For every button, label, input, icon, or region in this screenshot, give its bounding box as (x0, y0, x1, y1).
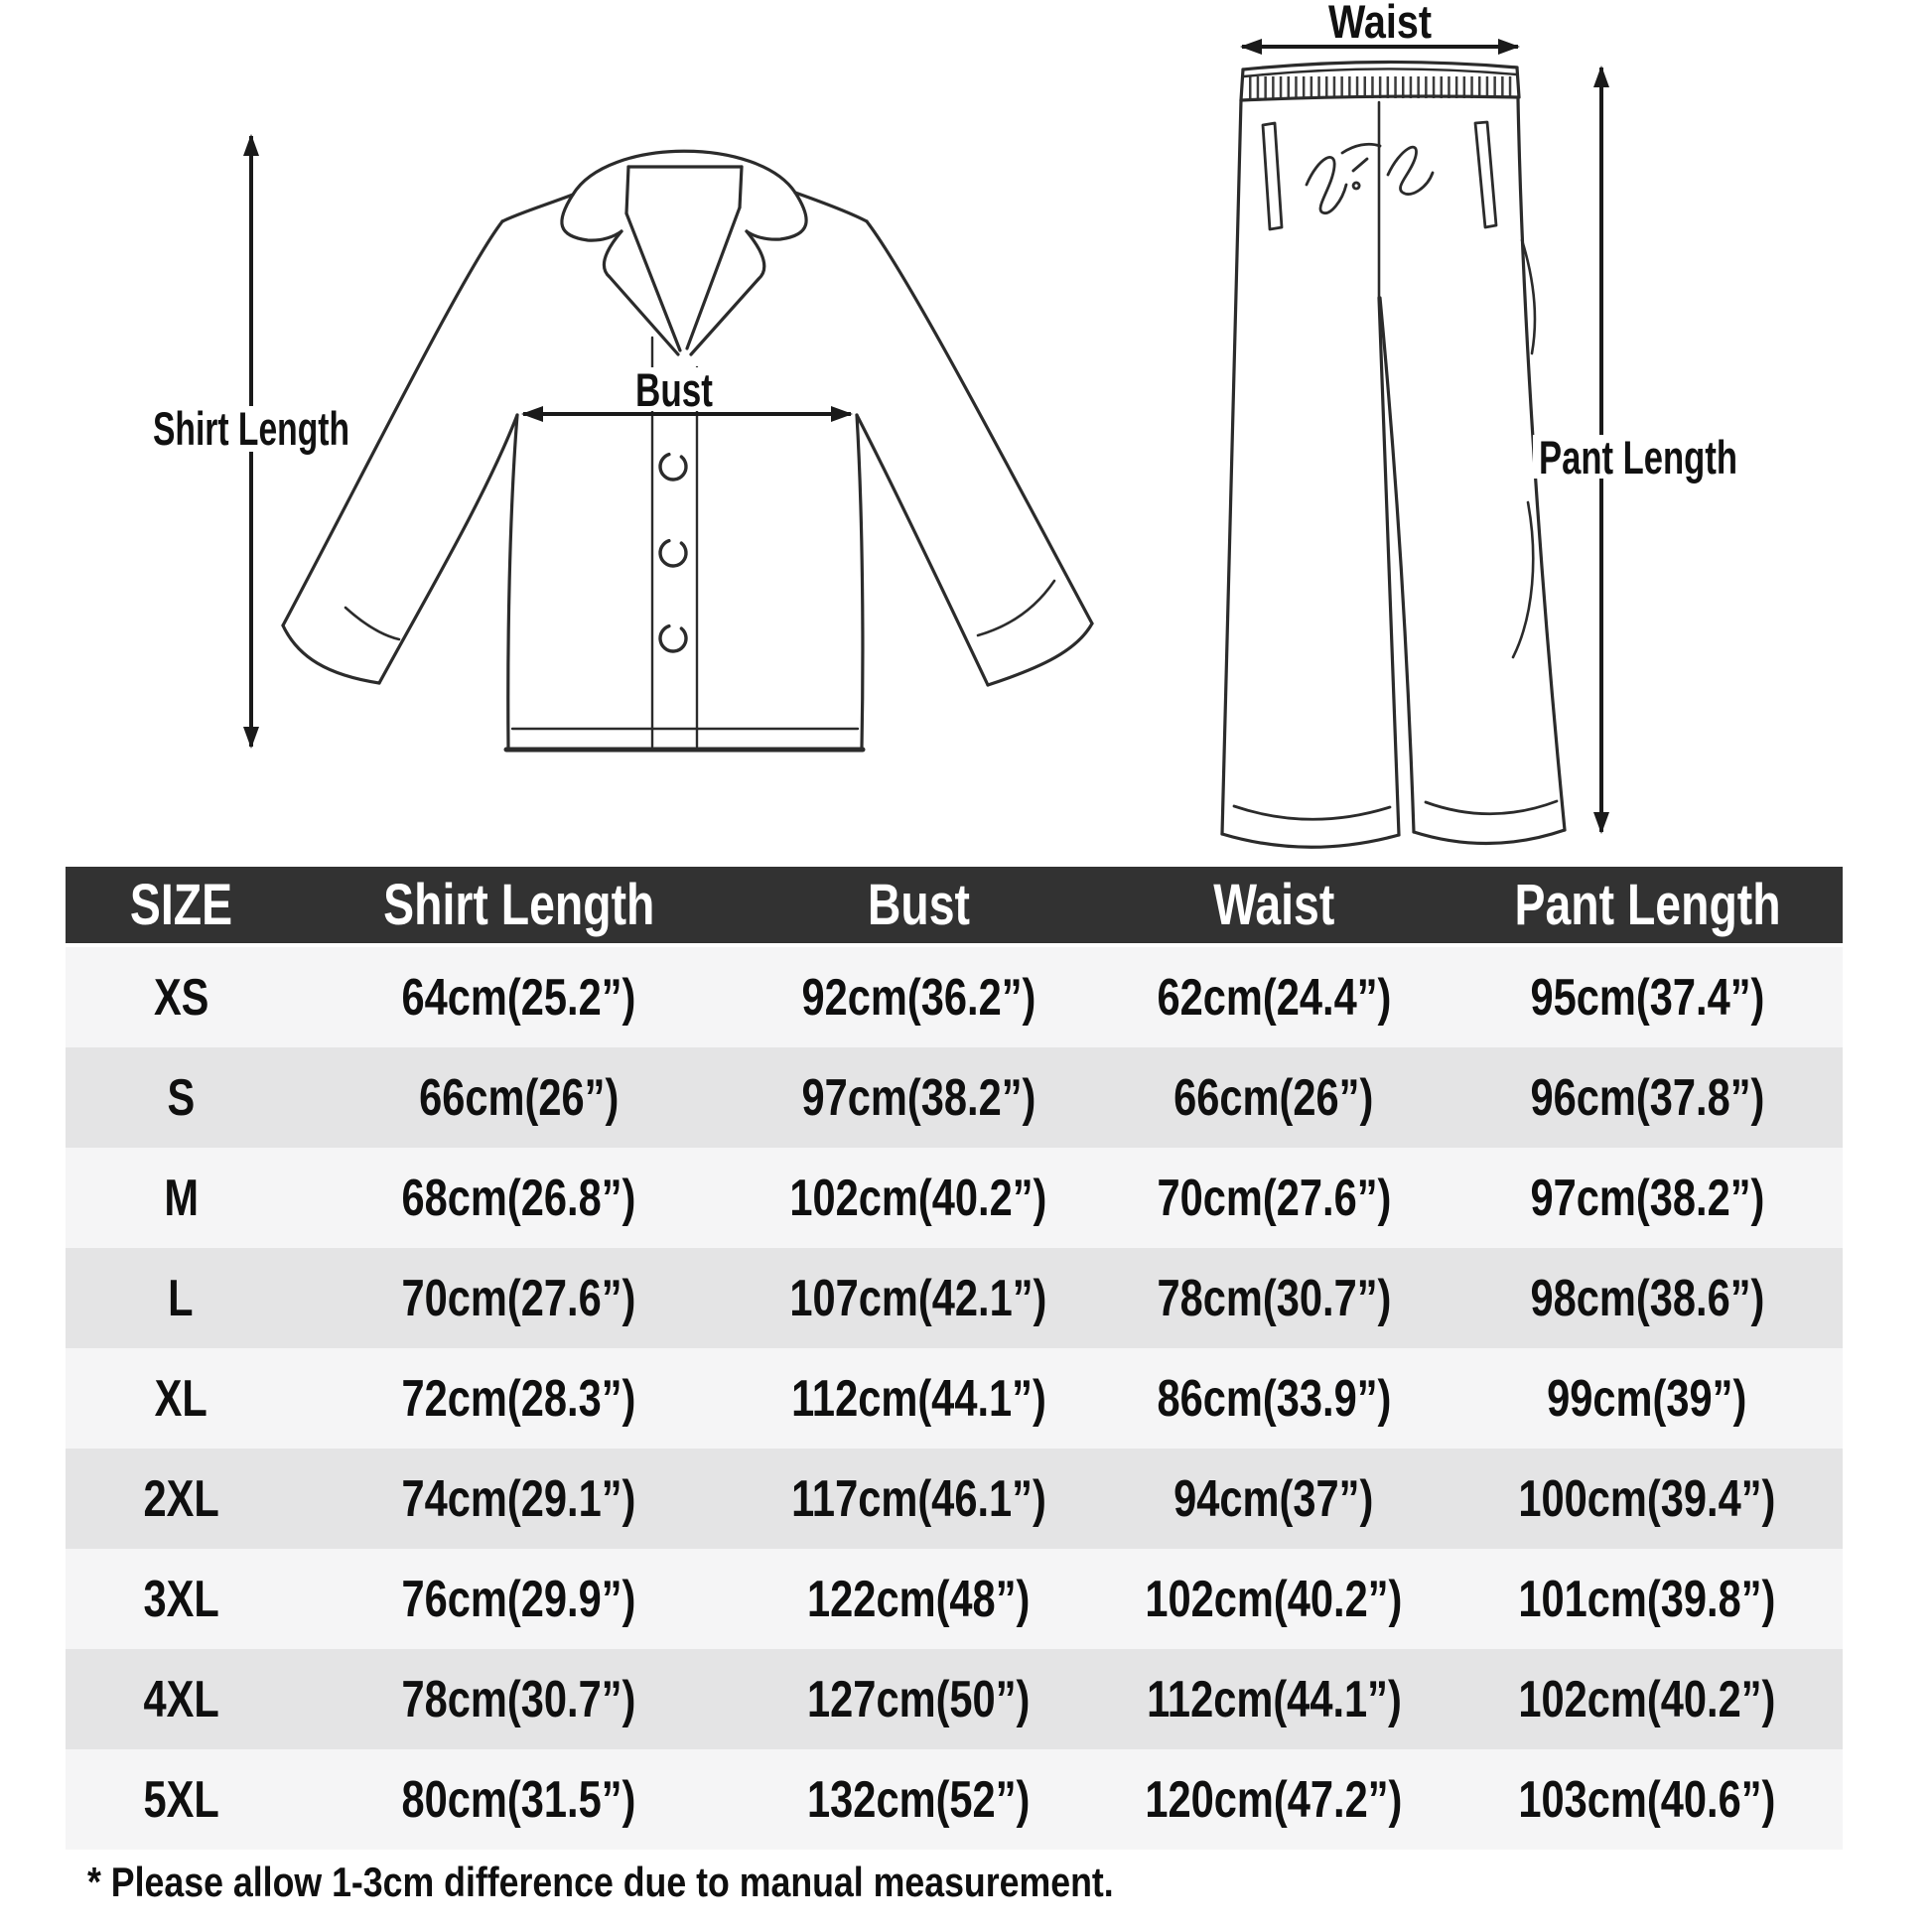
measurement-cell: 66cm(26”) (297, 1047, 742, 1148)
size-row-4xl (66, 1649, 1843, 1749)
size-row-xs (66, 945, 1843, 1047)
column-header-bust: Bust (741, 867, 1096, 945)
measurement-cell: 97cm(38.2”) (1451, 1148, 1843, 1248)
measurement-cell: 101cm(39.8”) (1451, 1549, 1843, 1649)
column-header-size: SIZE (66, 867, 297, 945)
measurement-cell: 102cm(40.2”) (741, 1148, 1096, 1248)
column-header-waist: Waist (1096, 867, 1451, 945)
measurement-cell: 120cm(47.2”) (1096, 1749, 1451, 1850)
measurement-cell: 112cm(44.1”) (741, 1348, 1096, 1449)
pant-length-label: Pant Length (1539, 431, 1737, 483)
measurement-cell: 66cm(26”) (1096, 1047, 1451, 1148)
measurement-cell: 100cm(39.4”) (1451, 1449, 1843, 1549)
column-header-pant-length: Pant Length (1451, 867, 1843, 945)
shirt-drawing (283, 151, 1092, 750)
size-cell: 2XL (66, 1449, 297, 1549)
size-row-m (66, 1148, 1843, 1248)
measurement-cell: 72cm(28.3”) (297, 1348, 742, 1449)
size-cell: XL (66, 1348, 297, 1449)
measurement-cell: 117cm(46.1”) (741, 1449, 1096, 1549)
measurement-cell: 78cm(30.7”) (1096, 1248, 1451, 1348)
shirt-buttons (655, 449, 692, 657)
measurement-cell: 94cm(37”) (1096, 1449, 1451, 1549)
bust-label: Bust (635, 363, 714, 416)
measurement-cell: 112cm(44.1”) (1096, 1649, 1451, 1749)
shirt-length-label: Shirt Length (153, 402, 349, 455)
size-row-3xl (66, 1549, 1843, 1649)
left-pocket-slit (1263, 123, 1282, 229)
size-cell: 5XL (66, 1749, 297, 1850)
column-header-shirt-length: Shirt Length (297, 867, 742, 945)
waist-label: Waist (1328, 0, 1433, 48)
size-cell: L (66, 1248, 297, 1348)
measurement-cell: 103cm(40.6”) (1451, 1749, 1843, 1850)
measurement-cell: 102cm(40.2”) (1451, 1649, 1843, 1749)
size-row-xl (66, 1348, 1843, 1449)
size-row-l (66, 1248, 1843, 1348)
measurement-cell: 70cm(27.6”) (297, 1248, 742, 1348)
size-row-s (66, 1047, 1843, 1148)
measurement-cell: 95cm(37.4”) (1451, 945, 1843, 1047)
measurement-cell: 132cm(52”) (741, 1749, 1096, 1850)
right-pocket-slit (1475, 122, 1496, 227)
size-row-2xl (66, 1449, 1843, 1549)
measurement-cell: 92cm(36.2”) (741, 945, 1096, 1047)
size-cell: 3XL (66, 1549, 297, 1649)
measurement-cell: 78cm(30.7”) (297, 1649, 742, 1749)
measurement-cell: 68cm(26.8”) (297, 1148, 742, 1248)
measurement-cell: 70cm(27.6”) (1096, 1148, 1451, 1248)
measurement-cell: 64cm(25.2”) (297, 945, 742, 1047)
size-chart-table (66, 867, 1843, 1850)
garment-measurement-diagrams (0, 0, 1932, 866)
measurement-cell: 80cm(31.5”) (297, 1749, 742, 1850)
measurement-footnote: * Please allow 1-3cm difference due to manual measurement. (87, 1859, 1114, 1905)
measurement-cell: 127cm(50”) (741, 1649, 1096, 1749)
measurement-cell: 96cm(37.8”) (1451, 1047, 1843, 1148)
measurement-cell: 76cm(29.9”) (297, 1549, 742, 1649)
drawstring-doodle (1307, 144, 1433, 212)
measurement-cell: 98cm(38.6”) (1451, 1248, 1843, 1348)
measurement-cell: 62cm(24.4”) (1096, 945, 1451, 1047)
measurement-cell: 122cm(48”) (741, 1549, 1096, 1649)
size-cell: S (66, 1047, 297, 1148)
table-header-row (66, 867, 1843, 945)
measurement-cell: 99cm(39”) (1451, 1348, 1843, 1449)
pants-drawing (1222, 62, 1565, 847)
size-cell: 4XL (66, 1649, 297, 1749)
measurement-cell: 102cm(40.2”) (1096, 1549, 1451, 1649)
measurement-cell: 97cm(38.2”) (741, 1047, 1096, 1148)
measurement-cell: 86cm(33.9”) (1096, 1348, 1451, 1449)
size-row-5xl (66, 1749, 1843, 1850)
size-cell: XS (66, 945, 297, 1047)
measurement-cell: 107cm(42.1”) (741, 1248, 1096, 1348)
size-cell: M (66, 1148, 297, 1248)
measurement-cell: 74cm(29.1”) (297, 1449, 742, 1549)
